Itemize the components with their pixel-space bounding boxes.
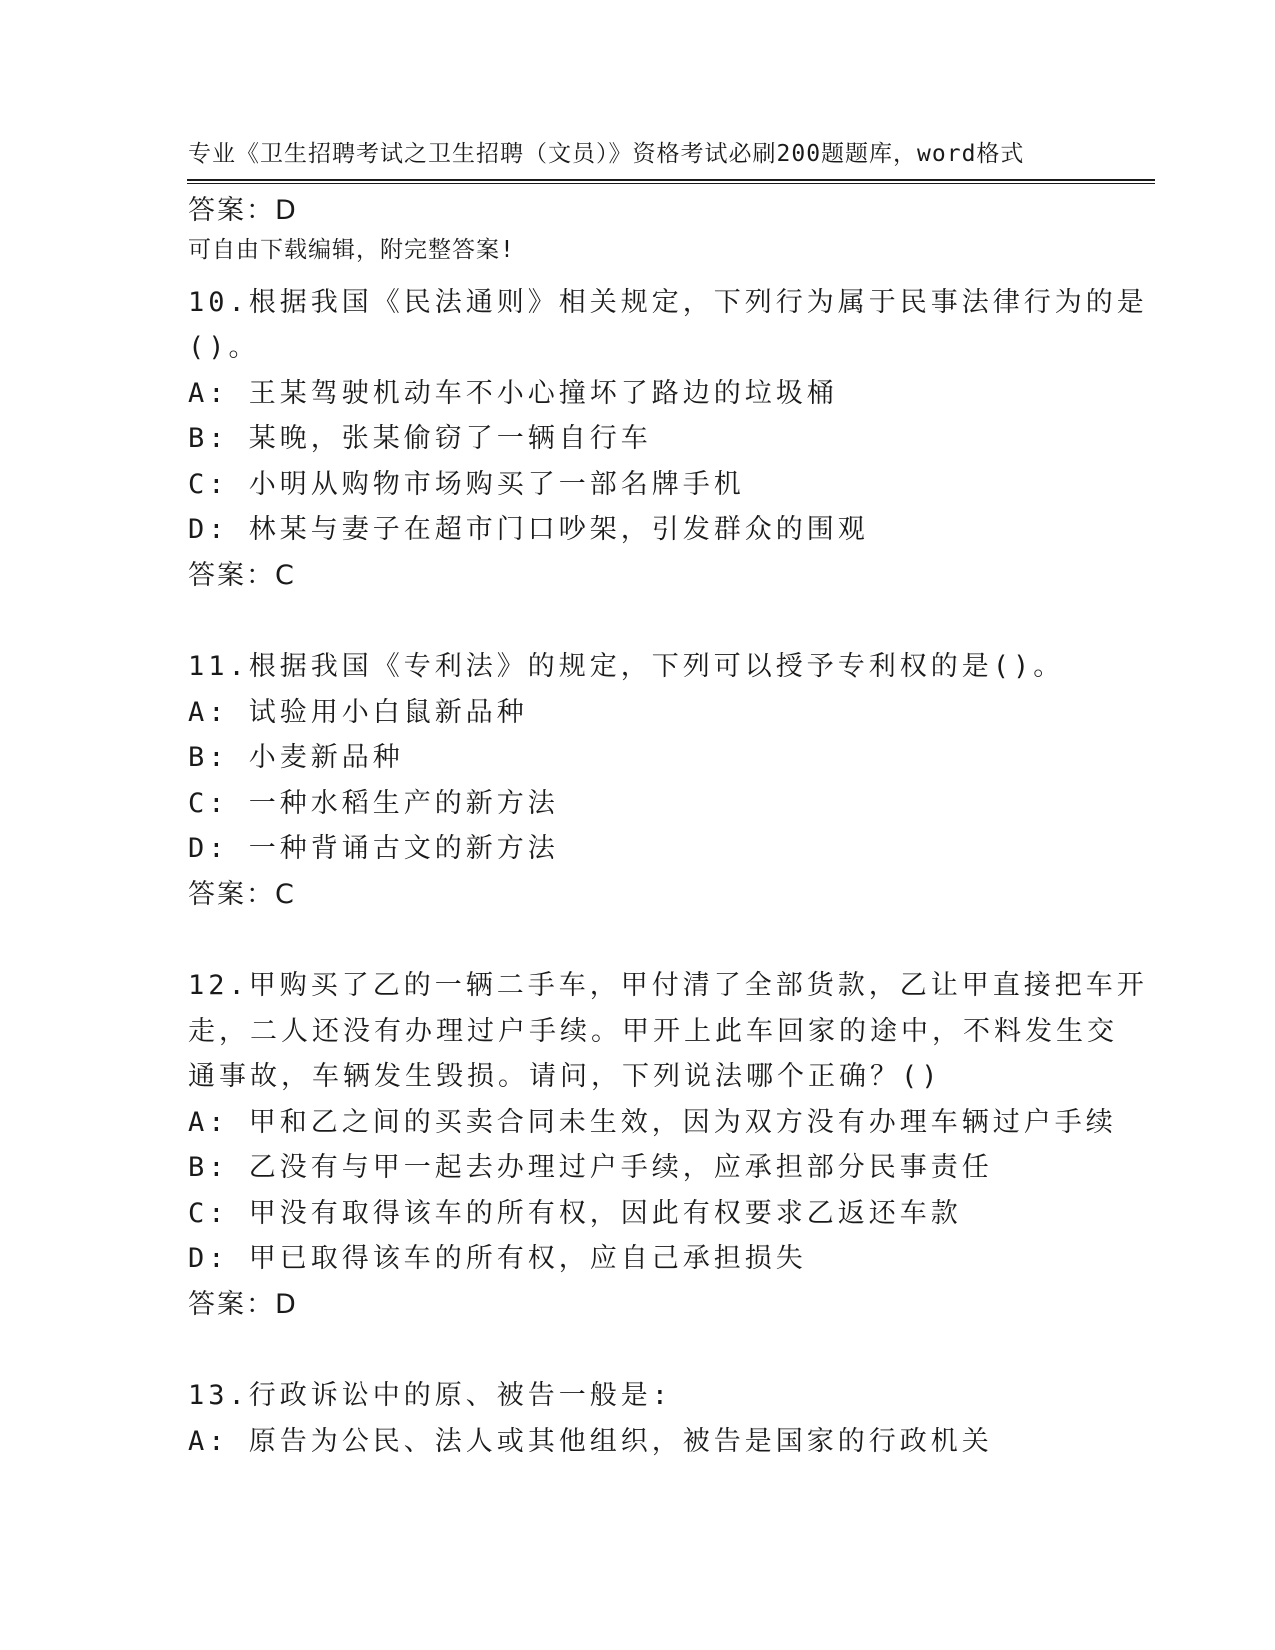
spacer <box>188 1327 1088 1373</box>
option-a: A: 王某驾驶机动车不小心撞坏了路边的垃圾桶 <box>188 377 838 409</box>
question-stem-line: 通事故，车辆发生毁损。请问，下列说法哪个正确？() <box>188 1061 942 1092</box>
option-b: B: 某晚，张某偷窃了一辆自行车 <box>188 423 652 454</box>
option-b: B: 乙没有与甲一起去办理过户手续，应承担部分民事责任 <box>188 1152 993 1183</box>
question-13 <box>188 1373 1088 1464</box>
spacer <box>188 917 1088 963</box>
spacer <box>188 598 1088 644</box>
answer-line: 答案：C <box>188 559 296 591</box>
spacer <box>188 234 1088 280</box>
answer-line: 答案：D <box>188 1288 298 1320</box>
question-11 <box>188 644 1088 917</box>
question-list <box>188 188 1148 1464</box>
option-b: B: 小麦新品种 <box>188 742 404 773</box>
option-a: A: 甲和乙之间的买卖合同未生效，因为双方没有办理车辆过户手续 <box>188 1106 1117 1138</box>
option-a: A: 试验用小白鼠新品种 <box>188 696 528 728</box>
option-c: C: 一种水稻生产的新方法 <box>188 787 559 819</box>
question-10 <box>188 280 1148 599</box>
question-stem-line: ()。 <box>188 332 260 363</box>
question-stem-line: 13.行政诉讼中的原、被告一般是: <box>188 1380 673 1411</box>
answer-line: 答案：D <box>188 195 298 226</box>
option-a: A: 原告为公民、法人或其他组织，被告是国家的行政机关 <box>188 1425 993 1457</box>
question-stem-line: 10.根据我国《民法通则》相关规定，下列行为属于民事法律行为的是 <box>188 286 1148 318</box>
option-c: C: 甲没有取得该车的所有权，因此有权要求乙返还车款 <box>188 1197 962 1229</box>
option-d: D: 一种背诵古文的新方法 <box>188 833 559 864</box>
header-divider-thin <box>187 183 1155 184</box>
header-line-1: 专业《卫生招聘考试之卫生招聘（文员）》资格考试必刷200题题库，word格式 <box>188 141 1025 167</box>
question-stem-line: 12.甲购买了乙的一辆二手车，甲付清了全部货款，乙让甲直接把车开 <box>188 970 1148 1001</box>
option-d: D: 林某与妻子在超市门口吵架，引发群众的围观 <box>188 514 869 545</box>
header-line-2: 可自由下载编辑，附完整答案! <box>188 237 515 263</box>
question-stem-line: 走，二人还没有办理过户手续。甲开上此车回家的途中，不料发生交 <box>188 1015 1118 1047</box>
header-divider-thick <box>187 179 1155 181</box>
option-c: C: 小明从购物市场购买了一部名牌手机 <box>188 468 745 500</box>
question-stem-line: 11.根据我国《专利法》的规定，下列可以授予专利权的是()。 <box>188 651 1065 682</box>
answer-line: 答案：C <box>188 878 296 910</box>
option-d: D: 甲已取得该车的所有权，应自己承担损失 <box>188 1243 807 1274</box>
question-12 <box>188 963 1148 1327</box>
